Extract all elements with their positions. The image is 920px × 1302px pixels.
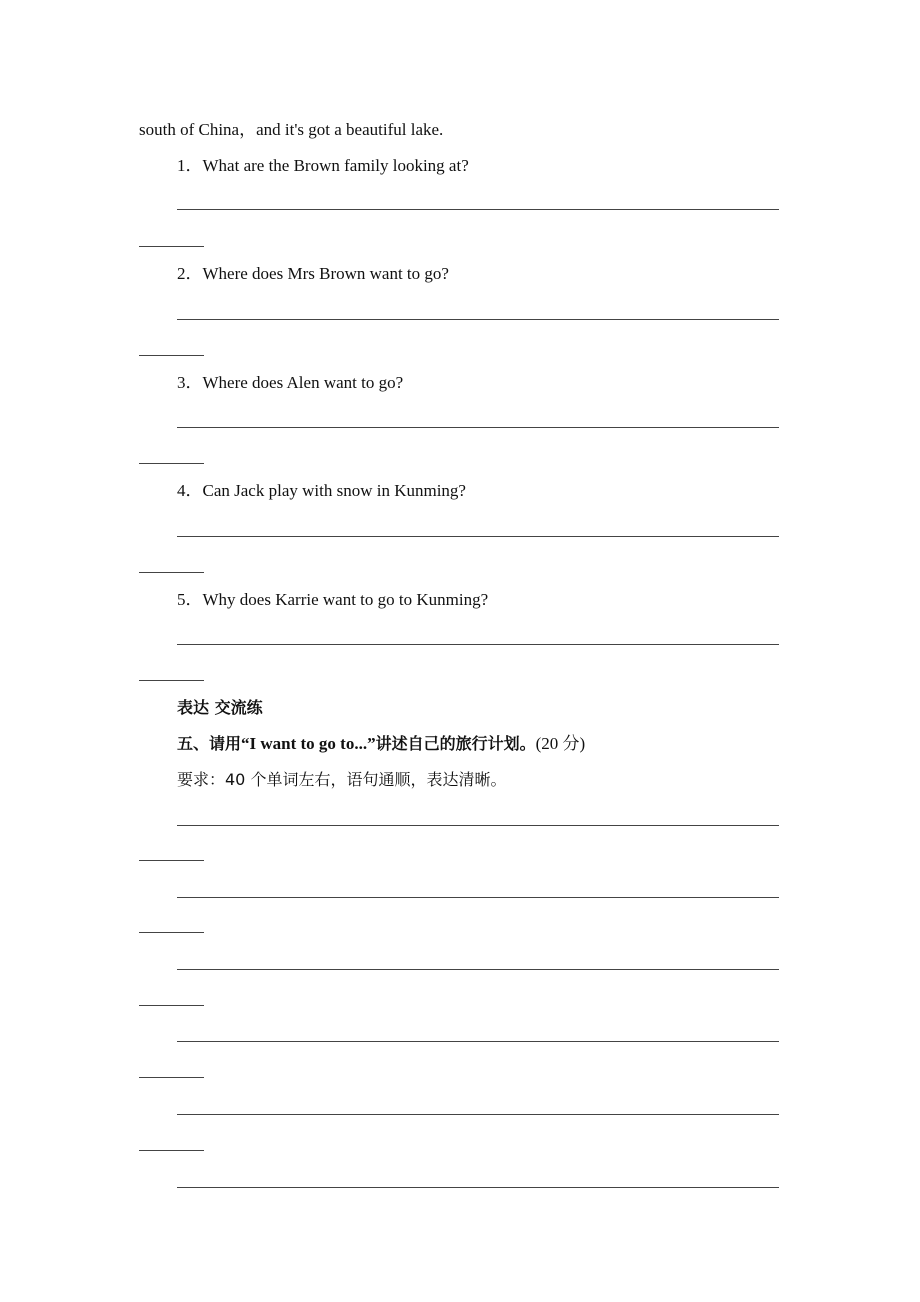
- question-2: 2．Where does Mrs Brown want to go?: [177, 264, 449, 283]
- answer-line-4[interactable]: [177, 536, 779, 537]
- writing-line-2[interactable]: [177, 897, 779, 898]
- answer-line-5[interactable]: [177, 644, 779, 645]
- writing-line-5-cont[interactable]: [139, 1150, 204, 1151]
- answer-line-3[interactable]: [177, 427, 779, 428]
- answer-line-1-cont[interactable]: [139, 246, 204, 247]
- writing-task: [177, 734, 585, 754]
- writing-line-3-cont[interactable]: [139, 1005, 204, 1006]
- answer-line-2-cont[interactable]: [139, 355, 204, 356]
- answer-line-2[interactable]: [177, 319, 779, 320]
- writing-line-4[interactable]: [177, 1041, 779, 1042]
- passage-end-text: south of China，and it's got a beautiful lake.: [139, 120, 444, 139]
- writing-line-6[interactable]: [177, 1187, 779, 1188]
- writing-line-4-cont[interactable]: [139, 1077, 204, 1078]
- question-1: 1．What are the Brown family looking at?: [177, 156, 469, 175]
- answer-line-5-cont[interactable]: [139, 680, 204, 681]
- writing-line-2-cont[interactable]: [139, 932, 204, 933]
- writing-line-3[interactable]: [177, 969, 779, 970]
- answer-line-3-cont[interactable]: [139, 463, 204, 464]
- task-points: (20 分): [535, 734, 586, 753]
- question-3: 3．Where does Alen want to go?: [177, 373, 404, 392]
- writing-line-1-cont[interactable]: [139, 860, 204, 861]
- writing-requirement: 要求：40 个单词左右，语句通顺，表达清晰。: [177, 770, 507, 789]
- task-phrase: “I want to go to...”: [241, 734, 376, 753]
- writing-line-5[interactable]: [177, 1114, 779, 1115]
- answer-line-1[interactable]: [177, 209, 779, 210]
- question-4: 4．Can Jack play with snow in Kunming?: [177, 481, 466, 500]
- writing-line-1[interactable]: [177, 825, 779, 826]
- question-5: 5．Why does Karrie want to go to Kunming?: [177, 590, 489, 609]
- task-prefix: 五、请用: [177, 734, 242, 753]
- section-heading: 表达 交流练: [177, 698, 263, 717]
- answer-line-4-cont[interactable]: [139, 572, 204, 573]
- task-suffix: 讲述自己的旅行计划。: [375, 734, 536, 753]
